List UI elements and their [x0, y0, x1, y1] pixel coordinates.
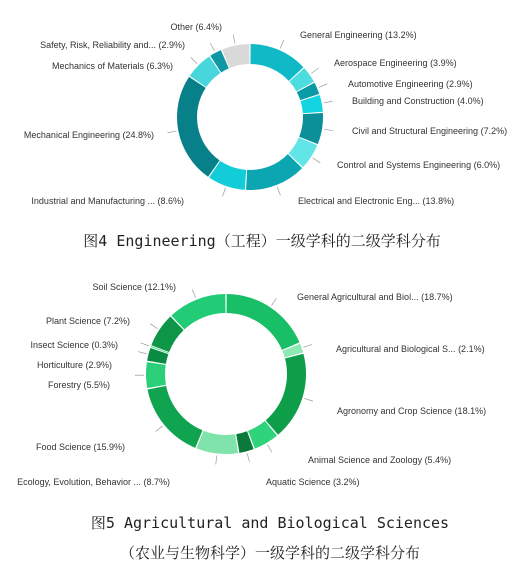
leader-line	[324, 129, 333, 130]
donut-slice	[266, 354, 306, 435]
slice-label: Other (6.4%)	[170, 22, 222, 32]
slice-label: Aerospace Engineering (3.9%)	[334, 58, 457, 68]
leader-line	[233, 35, 235, 44]
engineering-donut-chart	[24, 22, 507, 206]
slice-label: Mechanical Engineering (24.8%)	[23, 130, 154, 140]
agricultural-donut-chart	[17, 282, 486, 487]
slice-label: Forestry (5.5%)	[47, 380, 110, 390]
slice-label: Electrical and Electronic Eng... (13.8%)	[298, 196, 455, 206]
figure5-caption-line2: （农业与生物科学）一级学科的二级学科分布	[119, 544, 421, 562]
leader-line	[192, 289, 195, 297]
donut-slice	[227, 294, 300, 350]
donut-slice	[171, 294, 225, 329]
figure4-caption: 图4 Engineering（工程）一级学科的二级学科分布	[83, 232, 441, 250]
slice-label: General Agricultural and Biol... (18.7%)	[297, 292, 453, 302]
leader-line	[324, 101, 333, 103]
slice-label: Animal Science and Zoology (5.4%)	[308, 455, 452, 465]
slice-label: Automotive Engineering (2.9%)	[348, 79, 473, 89]
donut-slice	[148, 386, 203, 448]
slice-label: Food Science (15.9%)	[35, 442, 125, 452]
slice-label: Mechanics of Materials (6.3%)	[51, 61, 173, 71]
donut-slice	[250, 44, 303, 81]
leader-line	[216, 455, 217, 464]
donut-slice	[246, 154, 302, 190]
slice-label: Aquatic Science (3.2%)	[266, 477, 360, 487]
leader-line	[156, 426, 163, 432]
leader-line	[191, 57, 197, 63]
donut-slice	[146, 362, 166, 388]
leader-line	[267, 445, 272, 453]
slice-label: Industrial and Manufacturing ... (8.6%)	[31, 196, 184, 206]
donut-slice	[197, 431, 239, 454]
leader-line	[210, 43, 214, 51]
donut-slice	[177, 77, 220, 177]
leader-line	[304, 398, 313, 401]
slice-label: Soil Science (12.1%)	[92, 282, 176, 292]
leader-line	[138, 352, 147, 354]
slice-label: General Engineering (13.2%)	[300, 30, 417, 40]
slice-label: Ecology, Evolution, Behavior ... (8.7%)	[17, 477, 170, 487]
slice-label: Agricultural and Biological S... (2.1%)	[336, 344, 485, 354]
leader-line	[271, 298, 276, 305]
leader-line	[304, 344, 313, 347]
slice-label: Control and Systems Engineering (6.0%)	[337, 160, 501, 170]
slice-label: Safety, Risk, Reliability and... (2.9%)	[40, 40, 185, 50]
leader-line	[277, 187, 280, 195]
leader-line	[311, 68, 318, 73]
slice-label: Agronomy and Crop Science (18.1%)	[337, 406, 487, 416]
slice-label: Building and Construction (4.0%)	[352, 96, 484, 106]
slice-label: Horticulture (2.9%)	[36, 360, 112, 370]
leader-line	[150, 324, 158, 329]
leader-line	[167, 131, 176, 133]
leader-line	[280, 40, 284, 48]
leader-line	[319, 84, 327, 88]
figure5-caption: 图5 Agricultural and Biological Sciences	[90, 514, 450, 532]
slice-label: Insect Science (0.3%)	[30, 340, 118, 350]
leader-line	[223, 188, 226, 197]
leader-line	[247, 453, 249, 462]
leader-line	[141, 343, 149, 346]
slice-label: Civil and Structural Engineering (7.2%)	[352, 126, 508, 136]
leader-line	[313, 158, 321, 163]
slice-label: Plant Science (7.2%)	[45, 316, 130, 326]
